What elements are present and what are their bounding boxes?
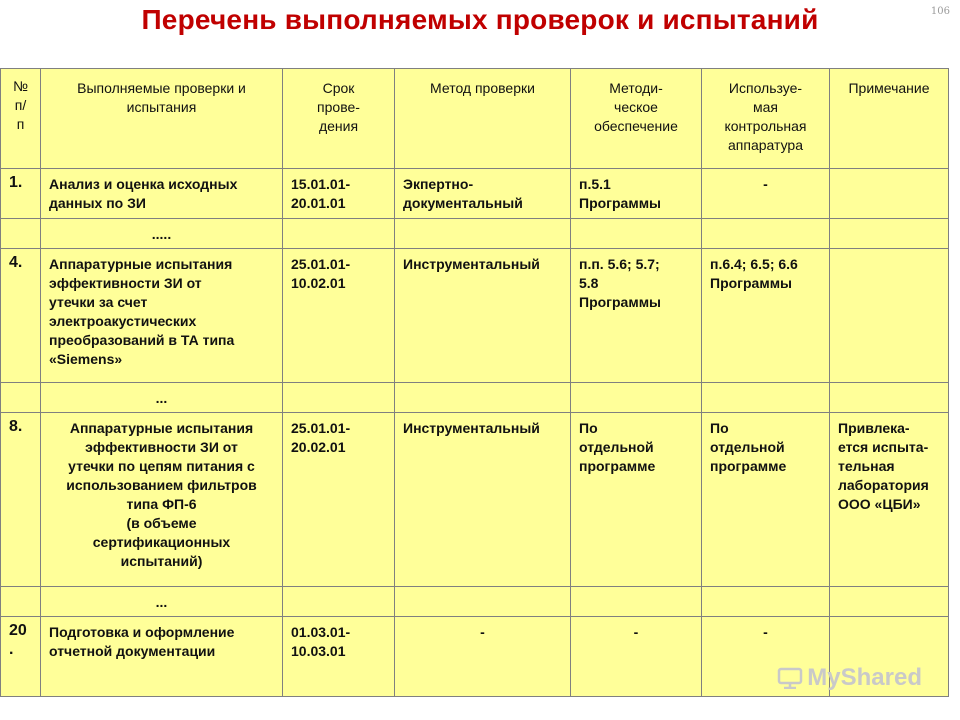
row-number: 1. [1, 169, 41, 219]
row-method [395, 383, 571, 413]
table-header-row [1, 69, 949, 169]
table-row [1, 617, 949, 697]
row-term: 25.01.01- 10.02.01 [283, 249, 395, 383]
row-check: Подготовка и оформление отчетной документации [41, 617, 283, 697]
table-row [1, 249, 949, 383]
row-equipment: - [702, 169, 830, 219]
row-support: п.5.1 Программы [571, 169, 702, 219]
row-number: 20 . [1, 617, 41, 697]
row-number: 8. [1, 413, 41, 587]
row-support: - [571, 617, 702, 697]
row-term: 25.01.01- 20.02.01 [283, 413, 395, 587]
row-term [283, 587, 395, 617]
row-note [830, 219, 949, 249]
row-support [571, 587, 702, 617]
row-check: ... [41, 587, 283, 617]
header-cell-note: Примечание [830, 69, 949, 169]
row-term: 01.03.01- 10.03.01 [283, 617, 395, 697]
row-equipment: п.6.4; 6.5; 6.6 Программы [702, 249, 830, 383]
row-method: Инструментальный [395, 249, 571, 383]
row-method: - [395, 617, 571, 697]
row-note [830, 383, 949, 413]
table-row [1, 383, 949, 413]
table-row [1, 587, 949, 617]
row-number [1, 219, 41, 249]
row-note [830, 169, 949, 219]
row-check: ..... [41, 219, 283, 249]
header-cell-term: Срок прове- дения [283, 69, 395, 169]
header-cell-checks: Выполняемые проверки и испытания [41, 69, 283, 169]
row-method [395, 587, 571, 617]
row-note [830, 249, 949, 383]
row-equipment [702, 383, 830, 413]
table-row [1, 169, 949, 219]
row-term [283, 383, 395, 413]
row-check: Анализ и оценка исходных данных по ЗИ [41, 169, 283, 219]
row-support [571, 383, 702, 413]
row-check: Аппаратурные испытания эффективности ЗИ от утечки за счет электроакустических преобразований в ТА типа «Siemens» [41, 249, 283, 383]
table-row [1, 413, 949, 587]
row-support: п.п. 5.6; 5.7; 5.8 Программы [571, 249, 702, 383]
row-number [1, 383, 41, 413]
checks-table [0, 68, 949, 697]
row-equipment [702, 219, 830, 249]
row-number [1, 587, 41, 617]
page-number: 106 [930, 6, 950, 17]
row-number: 4. [1, 249, 41, 383]
header-cell-method: Метод проверки [395, 69, 571, 169]
table-row [1, 219, 949, 249]
header-cell-support: Методи- ческое обеспечение [571, 69, 702, 169]
row-support: По отдельной программе [571, 413, 702, 587]
row-equipment [702, 587, 830, 617]
row-note [830, 587, 949, 617]
row-method: Инструментальный [395, 413, 571, 587]
row-check: ... [41, 383, 283, 413]
row-equipment: - [702, 617, 830, 697]
row-term [283, 219, 395, 249]
row-term: 15.01.01- 20.01.01 [283, 169, 395, 219]
header-cell-equipment: Используе- мая контрольная аппаратура [702, 69, 830, 169]
row-check: Аппаратурные испытания эффективности ЗИ от утечки по цепям питания с использованием фильтров типа ФП-6 (в объеме сертификационных испытаний) [41, 413, 283, 587]
row-note [830, 617, 949, 697]
watermark-text: MyShared [807, 664, 922, 691]
row-method: Экпертно- документальный [395, 169, 571, 219]
page-title: Перечень выполняемых проверок и испытаний [141, 4, 819, 35]
row-note: Привлека- ется испыта- тельная лаборатория ООО «ЦБИ» [830, 413, 949, 587]
row-support [571, 219, 702, 249]
header-cell-number: № п/ п [1, 69, 41, 169]
row-method [395, 219, 571, 249]
row-equipment: По отдельной программе [702, 413, 830, 587]
